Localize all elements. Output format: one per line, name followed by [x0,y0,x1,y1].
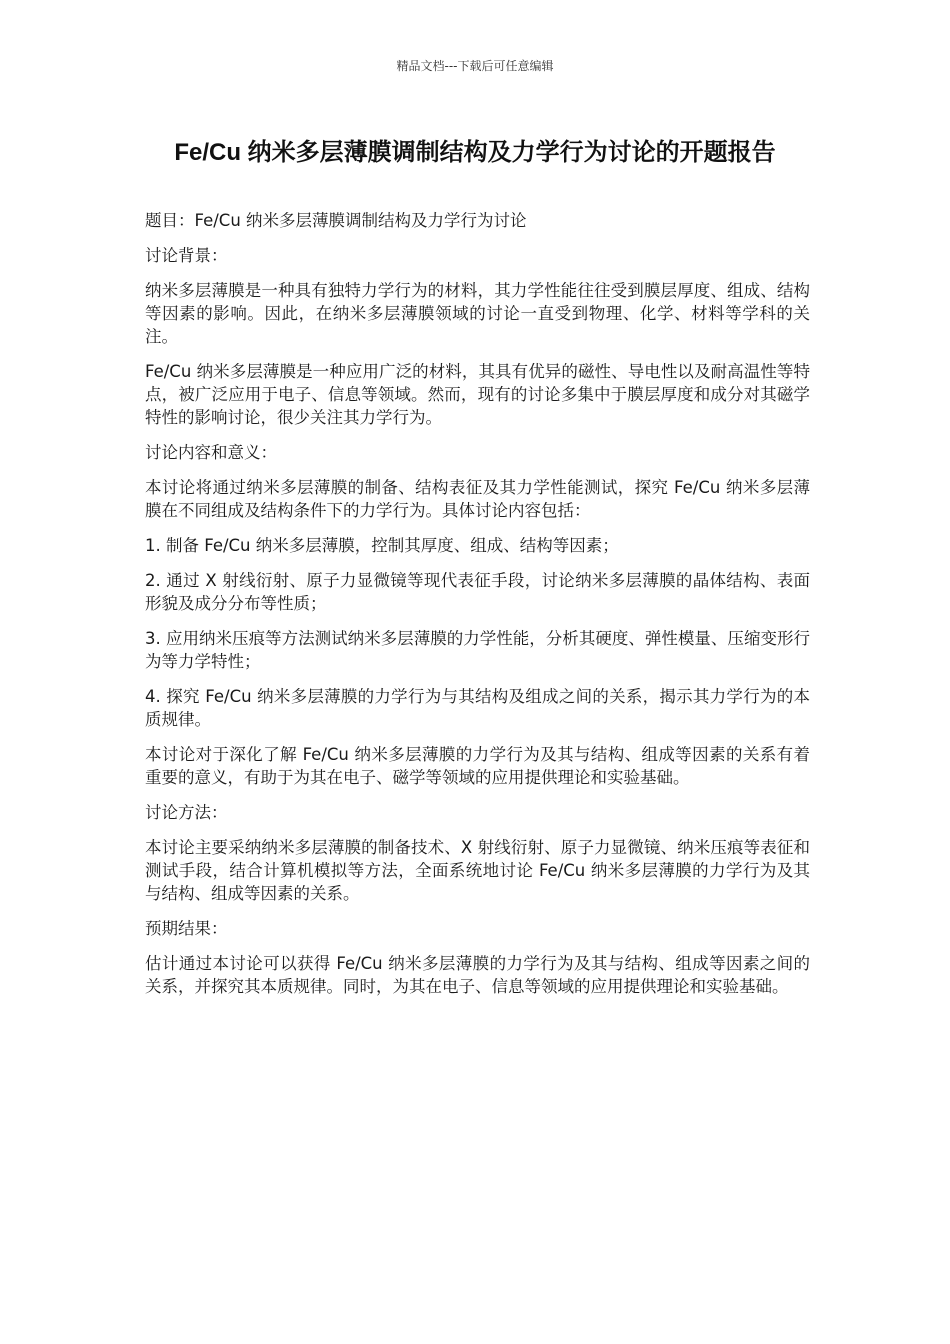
paragraph-topic: 题目：Fe/Cu 纳米多层薄膜调制结构及力学行为讨论 [145,211,527,230]
document-title: Fe/Cu 纳米多层薄膜调制结构及力学行为讨论的开题报告 [174,139,776,166]
document-body [145,209,810,1010]
section-heading-content: 讨论内容和意义： [145,443,277,462]
list-item-2: 2. 通过 X 射线衍射、原子力显微镜等现代表征手段，讨论纳米多层薄膜的晶体结构、表面形貌及成分分布等性质； [145,571,810,613]
paragraph-method: 本讨论主要采纳纳米多层薄膜的制备技术、X 射线衍射、原子力显微镜、纳米压痕等表征和测试手段，结合计算机模拟等方法，全面系统地讨论 Fe/Cu 纳米多层薄膜的力学行为及其与结构、组成等因素的关系。 [145,838,810,903]
paragraph-background-2: Fe/Cu 纳米多层薄膜是一种应用广泛的材料，其具有优异的磁性、导电性以及耐高温性等特点，被广泛应用于电子、信息等领域。然而，现有的讨论多集中于膜层厚度和成分对其磁学特性的影响讨论，很少关注其力学行为。 [145,362,810,427]
page-header-watermark: 精品文档---下载后可任意编辑 [396,59,554,73]
section-heading-background: 讨论背景： [145,246,228,265]
paragraph-significance: 本讨论对于深化了解 Fe/Cu 纳米多层薄膜的力学行为及其与结构、组成等因素的关系有着重要的意义，有助于为其在电子、磁学等领域的应用提供理论和实验基础。 [145,745,810,787]
paragraph-background-1: 纳米多层薄膜是一种具有独特力学行为的材料，其力学性能往往受到膜层厚度、组成、结构等因素的影响。因此，在纳米多层薄膜领域的讨论一直受到物理、化学、材料等学科的关注。 [145,281,810,346]
list-item-1: 1. 制备 Fe/Cu 纳米多层薄膜，控制其厚度、组成、结构等因素； [145,536,619,555]
list-item-3: 3. 应用纳米压痕等方法测试纳米多层薄膜的力学性能，分析其硬度、弹性模量、压缩变形行为等力学特性； [145,629,810,671]
section-heading-method: 讨论方法： [145,803,228,822]
paragraph-content-intro: 本讨论将通过纳米多层薄膜的制备、结构表征及其力学性能测试，探究 Fe/Cu 纳米多层薄膜在不同组成及结构条件下的力学行为。具体讨论内容包括： [145,478,810,520]
paragraph-expected: 估计通过本讨论可以获得 Fe/Cu 纳米多层薄膜的力学行为及其与结构、组成等因素之间的关系，并探究其本质规律。同时，为其在电子、信息等领域的应用提供理论和实验基础。 [145,954,810,996]
section-heading-expected: 预期结果： [145,919,228,938]
list-item-4: 4. 探究 Fe/Cu 纳米多层薄膜的力学行为与其结构及组成之间的关系，揭示其力学行为的本质规律。 [145,687,810,729]
